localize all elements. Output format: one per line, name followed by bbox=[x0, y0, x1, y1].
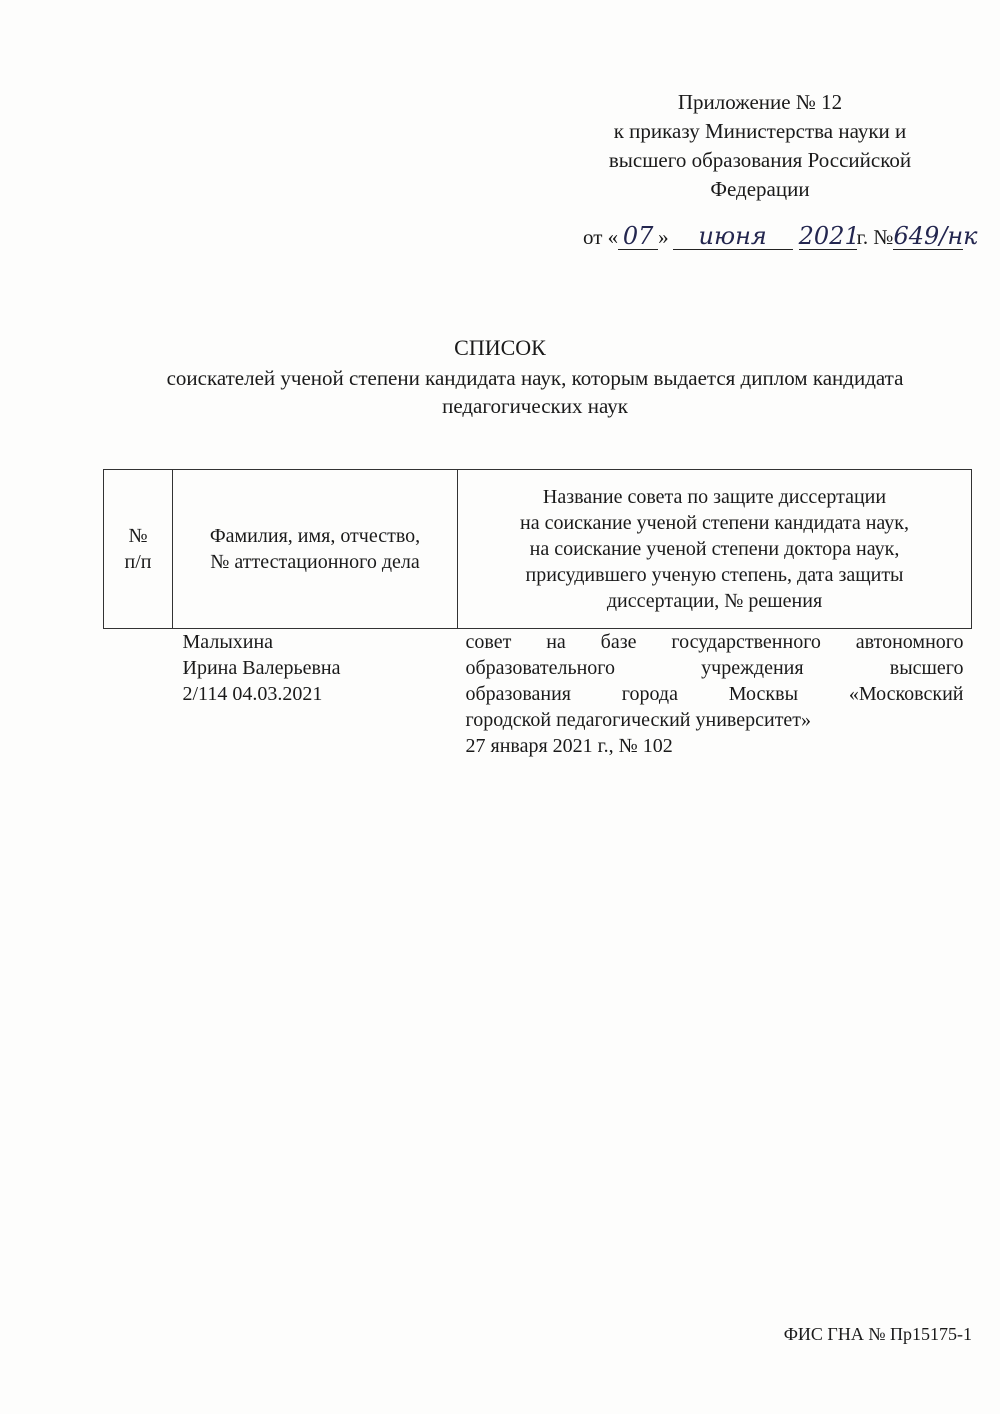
annex-line: Приложение № 12 bbox=[677, 90, 843, 114]
document-footer-id: ФИС ГНА № Пр15175-1 bbox=[783, 1324, 972, 1344]
annex-header bbox=[560, 88, 960, 204]
council-line: образования города Москвы «Московский bbox=[465, 683, 964, 705]
header-council-line: присудившего ученую степень, дата защиты bbox=[525, 564, 904, 586]
table-header-row bbox=[104, 470, 972, 629]
row-number bbox=[104, 629, 173, 761]
order-month-handwritten: июня bbox=[673, 223, 793, 250]
candidate-case-number: 2/114 04.03.2021 bbox=[182, 683, 323, 705]
header-name-line: Фамилия, имя, отчество, bbox=[209, 525, 421, 547]
order-number-handwritten: 649/нк bbox=[893, 222, 978, 250]
row-candidate bbox=[173, 629, 458, 761]
defense-date-decision: 27 января 2021 г., № 102 bbox=[465, 735, 673, 757]
annex-line: Федерации bbox=[710, 177, 810, 201]
order-reference bbox=[583, 222, 978, 252]
order-year-handwritten: 2021 bbox=[798, 222, 860, 250]
order-prefix: от « bbox=[583, 225, 619, 249]
header-council-line: на соискание ученой степени кандидата наук, bbox=[520, 512, 909, 534]
annex-line: к приказу Министерства науки и bbox=[613, 119, 907, 143]
candidates-table bbox=[103, 469, 972, 760]
council-line: образовательного учреждения высшего bbox=[465, 657, 964, 679]
header-name bbox=[173, 470, 458, 629]
header-council-line: Название совета по защите диссертации bbox=[542, 486, 887, 508]
council-line: городской педагогический университет» bbox=[465, 709, 812, 731]
candidate-given-names: Ирина Валерьевна bbox=[182, 657, 341, 679]
document-title: СПИСОК bbox=[454, 335, 546, 360]
header-number-line: п/п bbox=[124, 551, 152, 573]
document-subtitle: соискателей ученой степени кандидата наук, которым выдается диплом кандидата педагогических наук bbox=[166, 366, 904, 418]
row-council bbox=[458, 629, 972, 761]
order-year-suffix: г. № bbox=[856, 225, 894, 249]
header-council bbox=[458, 470, 972, 629]
header-number bbox=[104, 470, 173, 629]
candidate-surname: Малыхина bbox=[182, 631, 274, 653]
header-council-line: диссертации, № решения bbox=[606, 590, 823, 612]
table-row bbox=[104, 629, 972, 761]
council-line: совет на базе государственного автономного bbox=[465, 631, 964, 653]
order-day-handwritten: 07 bbox=[618, 223, 658, 250]
annex-line: высшего образования Российской bbox=[608, 148, 912, 172]
header-number-line: № bbox=[128, 525, 148, 547]
order-day-suffix: » bbox=[658, 225, 669, 249]
header-name-line: № аттестационного дела bbox=[210, 551, 420, 573]
header-council-line: на соискание ученой степени доктора наук, bbox=[529, 538, 900, 560]
